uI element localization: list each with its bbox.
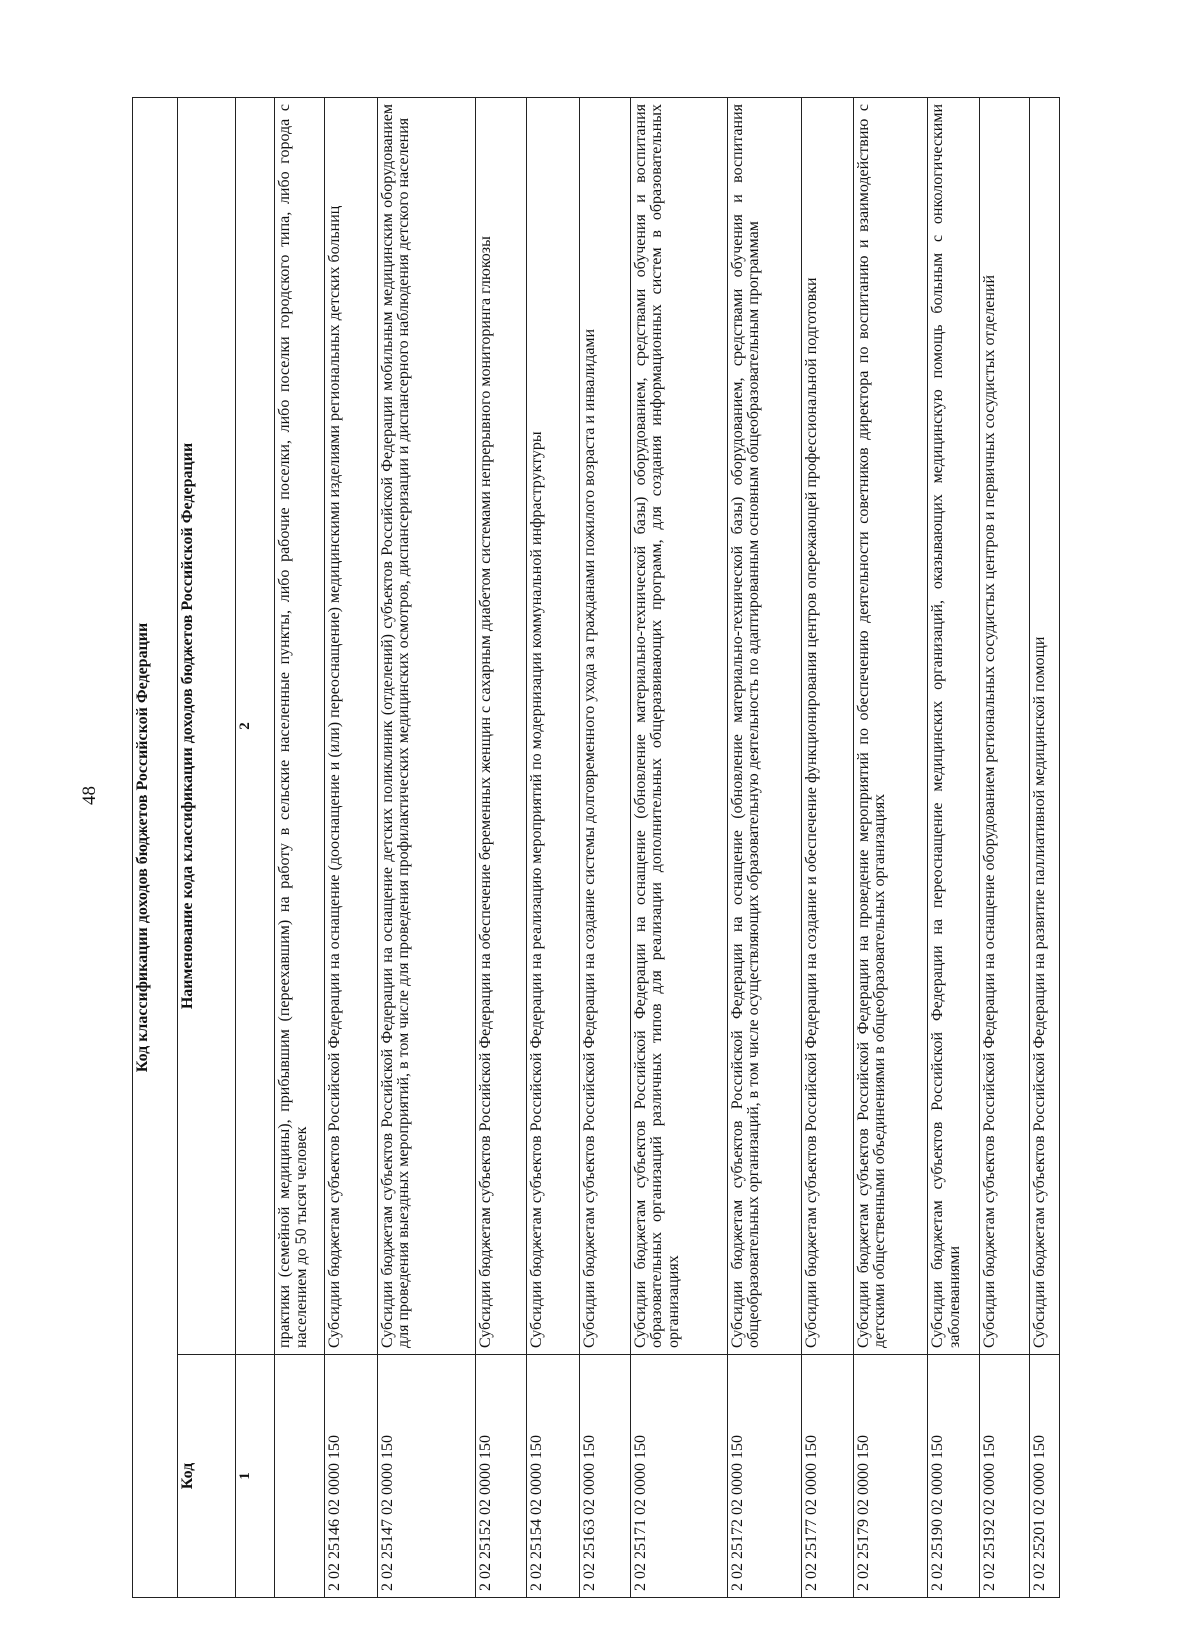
row-description: Субсидии бюджетам субъектов Российской Федерации на оснащение (обновление материально-технической базы) оборудованием, средствами обучения и воспитания образовательных организаций различных типов для реализации дополнительных общеразвивающих программ, для создания информационных систем в образовательных организациях xyxy=(630,97,727,1354)
table-row xyxy=(727,97,801,1597)
row-description: Субсидии бюджетам субъектов Российской Федерации на реализацию мероприятий по модернизации коммунальной инфраструктуры xyxy=(527,97,580,1354)
row-description: Субсидии бюджетам субъектов Российской Федерации на оснащение (дооснащение и (или) переоснащение) медицинскими изделиями региональных детских больниц xyxy=(324,97,377,1354)
column-header-row xyxy=(178,97,236,1597)
row-code: 2 02 25146 02 0000 150 xyxy=(324,1355,377,1598)
row-code: 2 02 25177 02 0000 150 xyxy=(802,1355,854,1598)
table-row xyxy=(980,97,1030,1597)
table-row xyxy=(1029,97,1059,1597)
table-row xyxy=(377,97,475,1597)
column-header-code: Код xyxy=(178,1355,236,1598)
row-description: Субсидии бюджетам субъектов Российской Федерации на оснащение детских поликлиник (отделений) субъектов Российской Федерации мобильным медицинским оборудованием для проведения выездных мероприятий, в том числе для проведения профилактических медицинских осмотров, диспансеризации и диспансерного наблюдения детского населения xyxy=(377,97,475,1354)
table-row xyxy=(475,97,527,1597)
row-description: Субсидии бюджетам субъектов Российской Федерации на оснащение (обновление материально-технической базы) оборудованием, средствами обучения и воспитания общеобразовательных организаций, в том числе осуществляющих образовательную деятельность по адаптированным основным общеобразовательным программам xyxy=(727,97,801,1354)
row-code: 2 02 25192 02 0000 150 xyxy=(980,1355,1030,1598)
row-description: Субсидии бюджетам субъектов Российской Федерации на оснащение оборудованием региональных сосудистых центров и первичных сосудистых отделений xyxy=(980,97,1030,1354)
column-number-1: 1 xyxy=(236,1355,275,1598)
row-code: 2 02 25152 02 0000 150 xyxy=(475,1355,527,1598)
row-description: Субсидии бюджетам субъектов Российской Федерации на обеспечение беременных женщин с сахарным диабетом системами непрерывного мониторинга глюкозы xyxy=(475,97,527,1354)
page-number: 48 xyxy=(79,786,100,805)
row-code xyxy=(275,1355,325,1598)
column-number-row xyxy=(236,97,275,1597)
table-title: Код классификации доходов бюджетов Российской Федерации xyxy=(133,97,178,1597)
row-code: 2 02 25163 02 0000 150 xyxy=(580,1355,631,1598)
row-code: 2 02 25147 02 0000 150 xyxy=(377,1355,475,1598)
table-row xyxy=(630,97,727,1597)
row-code: 2 02 25172 02 0000 150 xyxy=(727,1355,801,1598)
table-row xyxy=(275,97,325,1597)
table-row xyxy=(802,97,854,1597)
row-description: Субсидии бюджетам субъектов Российской Федерации на проведение мероприятий по обеспечению деятельности советников директора по воспитанию и взаимодействию с детскими общественными объединениями в общеобразовательных организациях xyxy=(854,97,928,1354)
row-description: Субсидии бюджетам субъектов Российской Федерации на переоснащение медицинских организаций, оказывающих медицинскую помощь больным с онкологическими заболеваниями xyxy=(928,97,980,1354)
row-description: Субсидии бюджетам субъектов Российской Федерации на создание системы долговременного ухода за гражданами пожилого возраста и инвалидами xyxy=(580,97,631,1354)
classification-table xyxy=(132,97,1060,1598)
rotated-table-container xyxy=(132,98,1060,1598)
row-description: Субсидии бюджетам субъектов Российской Федерации на создание и обеспечение функционирования центров опережающей профессиональной подготовки xyxy=(802,97,854,1354)
table-row xyxy=(527,97,580,1597)
row-code: 2 02 25171 02 0000 150 xyxy=(630,1355,727,1598)
column-number-2: 2 xyxy=(236,97,275,1354)
table-row xyxy=(928,97,980,1597)
row-code: 2 02 25201 02 0000 150 xyxy=(1029,1355,1059,1598)
table-row xyxy=(324,97,377,1597)
table-row xyxy=(580,97,631,1597)
row-code: 2 02 25190 02 0000 150 xyxy=(928,1355,980,1598)
row-description: практики (семейной медицины), прибывшим (переехавшим) на работу в сельские населенные пункты, либо рабочие поселки, либо поселки городского типа, либо города с населением до 50 тысяч человек xyxy=(275,97,325,1354)
row-code: 2 02 25154 02 0000 150 xyxy=(527,1355,580,1598)
table-title-row xyxy=(133,97,178,1597)
column-header-name: Наименование кода классификации доходов бюджетов Российской Федерации xyxy=(178,97,236,1354)
table-row xyxy=(854,97,928,1597)
row-description: Субсидии бюджетам субъектов Российской Федерации на развитие паллиативной медицинской помощи xyxy=(1029,97,1059,1354)
row-code: 2 02 25179 02 0000 150 xyxy=(854,1355,928,1598)
